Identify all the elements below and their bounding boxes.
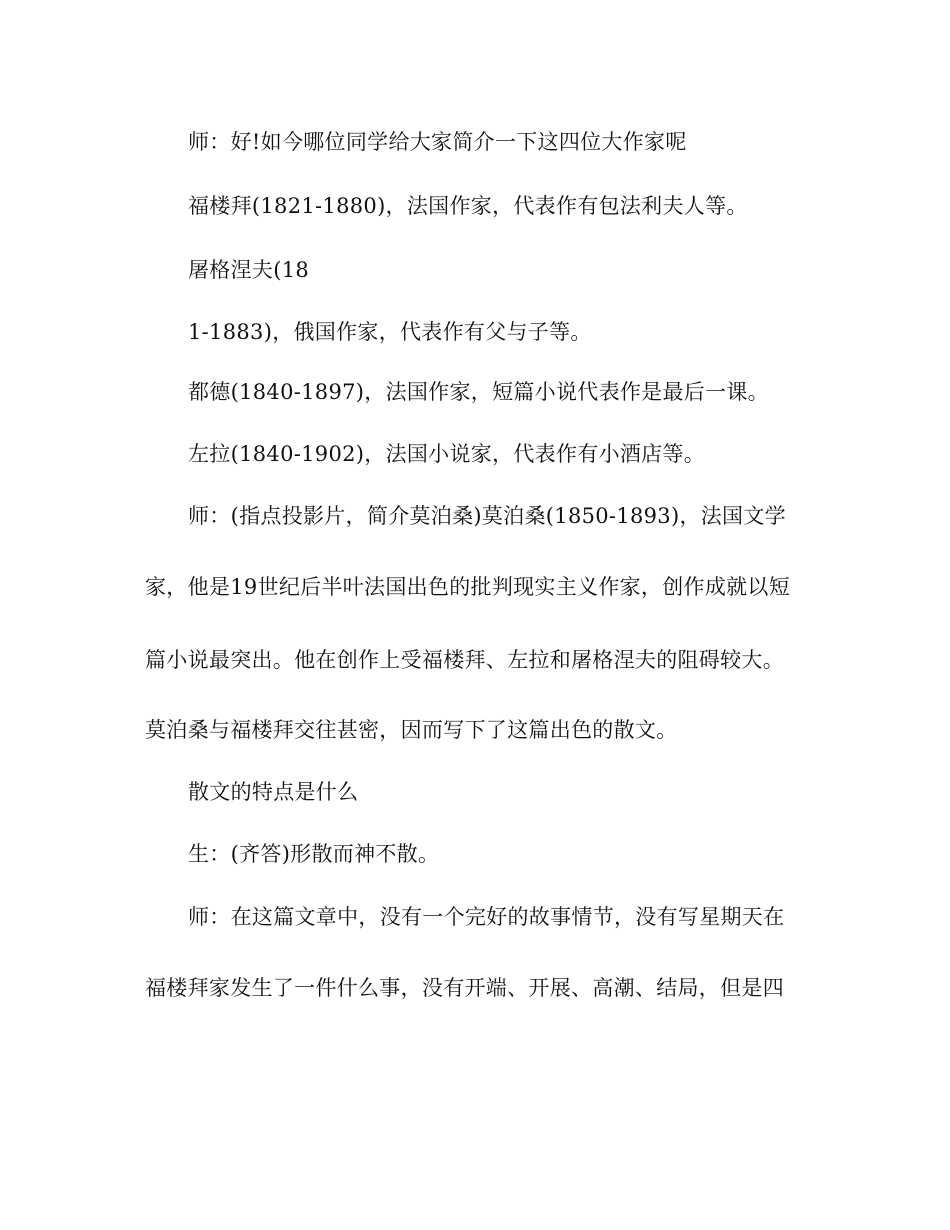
- text-line: 师：(指点投影片，简介莫泊桑)莫泊桑(1850-1893)，法国文学: [188, 504, 786, 528]
- text-line: 师：好!如今哪位同学给大家简介一下这四位大作家呢: [188, 130, 687, 154]
- text-line: 家，他是19世纪后半叶法国出色的批判现实主义作家，创作成就以短: [145, 575, 791, 599]
- text-line: 都德(1840-1897)，法国作家，短篇小说代表作是最后一课。: [188, 380, 769, 404]
- text-line: 生：(齐答)形散而神不散。: [188, 842, 440, 866]
- text-line: 篇小说最突出。他在创作上受福楼拜、左拉和屠格涅夫的阻碍较大。: [145, 648, 784, 672]
- text-line: 1-1883)，俄国作家，代表作有父与子等。: [188, 320, 592, 344]
- text-line: 福楼拜家发生了一件什么事，没有开端、开展、高潮、结局，但是四: [145, 976, 784, 1000]
- text-line: 师：在这篇文章中，没有一个完好的故事情节，没有写星期天在: [188, 905, 785, 929]
- text-line: 屠格涅夫(18: [188, 258, 310, 282]
- text-line: 散文的特点是什么: [188, 780, 359, 804]
- text-line: 左拉(1840-1902)，法国小说家，代表作有小酒店等。: [188, 442, 706, 466]
- text-line: 福楼拜(1821-1880)，法国作家，代表作有包法利夫人等。: [188, 194, 748, 218]
- text-line: 莫泊桑与福楼拜交往甚密，因而写下了这篇出色的散文。: [145, 718, 678, 742]
